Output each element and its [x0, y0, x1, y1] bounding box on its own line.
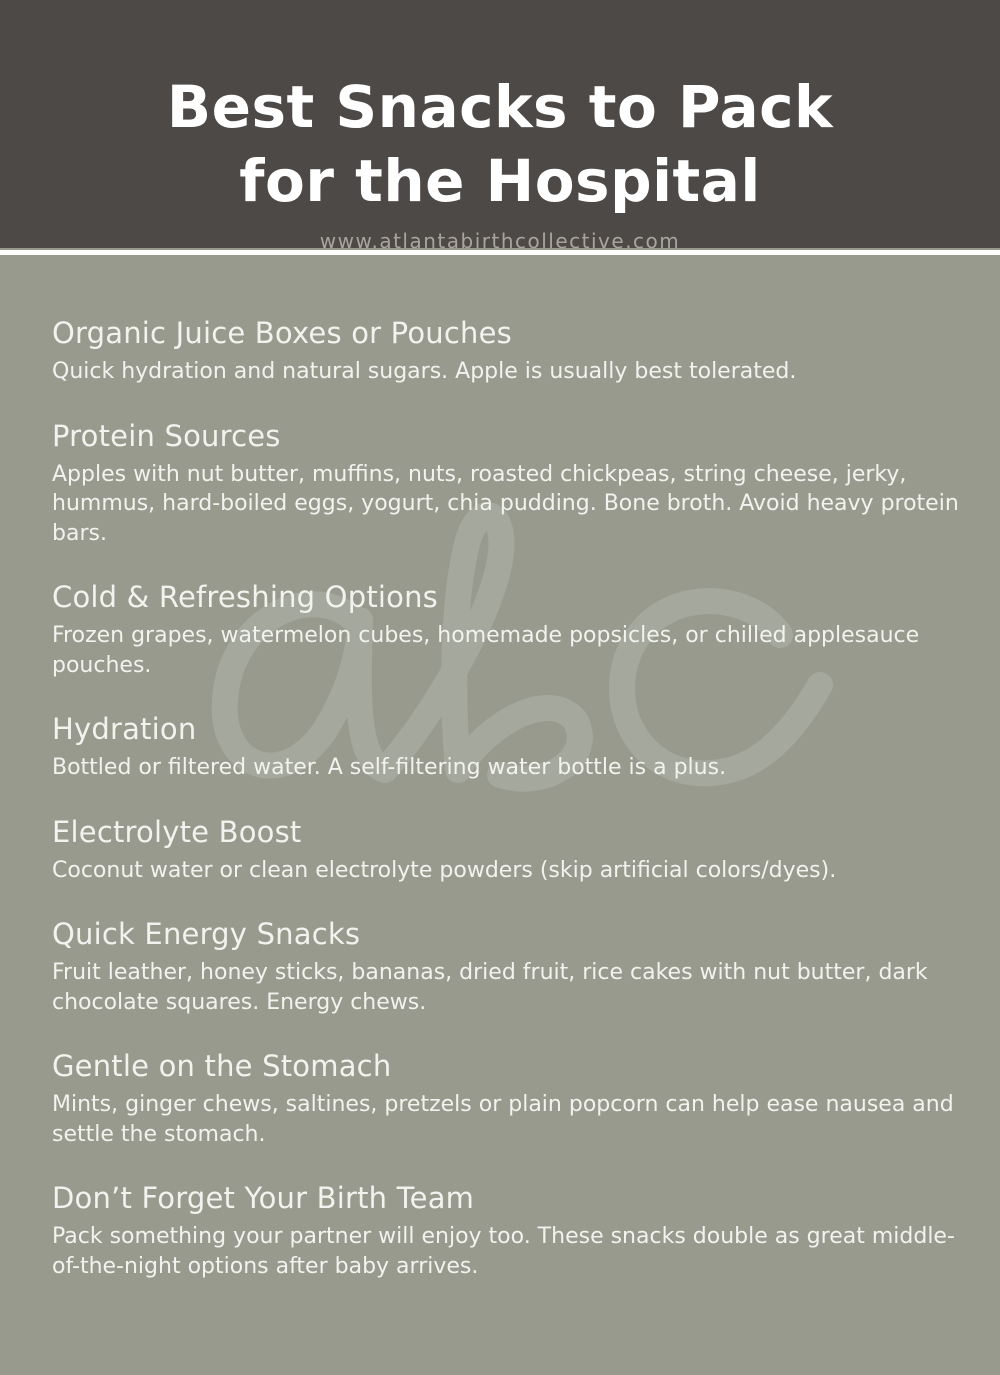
section-electrolyte-boost [52, 813, 962, 886]
section-title: Quick Energy Snacks [52, 917, 361, 951]
section-text: Mints, ginger chews, saltines, pretzels or plain popcorn can help ease nausea and settle the stomach. [52, 1092, 954, 1147]
header-banner [0, 0, 1000, 248]
section-title: Electrolyte Boost [52, 814, 302, 849]
section-quick-energy [52, 915, 962, 1017]
section-title: Organic Juice Boxes or Pouches [52, 316, 512, 350]
page-title-line-1: Best Snacks to Pack [166, 73, 834, 141]
section-hydration [52, 710, 962, 783]
section-text: Apples with nut butter, muffins, nuts, roasted chickpeas, string cheese, jerky, hummus, hard-boiled eggs, yogurt, chia pudding. Bone broth. Avoid heavy protein bars. [52, 461, 959, 546]
section-text: Pack something your partner will enjoy too. These snacks double as great middle-of-the-night options after baby arrives. [52, 1224, 955, 1279]
page-title [0, 70, 1000, 218]
website-url: www.atlantabirthcollective.com [319, 229, 681, 253]
section-title: Cold & Refreshing Options [52, 580, 438, 614]
section-cold-refreshing [52, 578, 962, 680]
section-text: Quick hydration and natural sugars. Apple is usually best tolerated. [52, 359, 797, 384]
section-text: Bottled or filtered water. A self-filtering water bottle is a plus. [52, 755, 727, 780]
section-text: Coconut water or clean electrolyte powders (skip artificial colors/dyes). [52, 857, 837, 883]
section-title: Protein Sources [52, 418, 281, 453]
section-text: Fruit leather, honey sticks, bananas, dried fruit, rice cakes with nut butter, dark chocolate squares. Energy chews. [52, 960, 928, 1015]
section-juice-boxes [52, 314, 962, 387]
page-title-line-2: for the Hospital [239, 147, 761, 215]
section-title: Don’t Forget Your Birth Team [52, 1181, 475, 1215]
section-title: Hydration [52, 712, 197, 746]
section-title: Gentle on the Stomach [52, 1049, 392, 1083]
section-protein-sources [52, 417, 962, 549]
section-text: Frozen grapes, watermelon cubes, homemade popsicles, or chilled applesauce pouches. [52, 623, 920, 678]
section-gentle-stomach [52, 1047, 962, 1149]
section-birth-team [52, 1179, 962, 1281]
snack-list [52, 314, 962, 1311]
